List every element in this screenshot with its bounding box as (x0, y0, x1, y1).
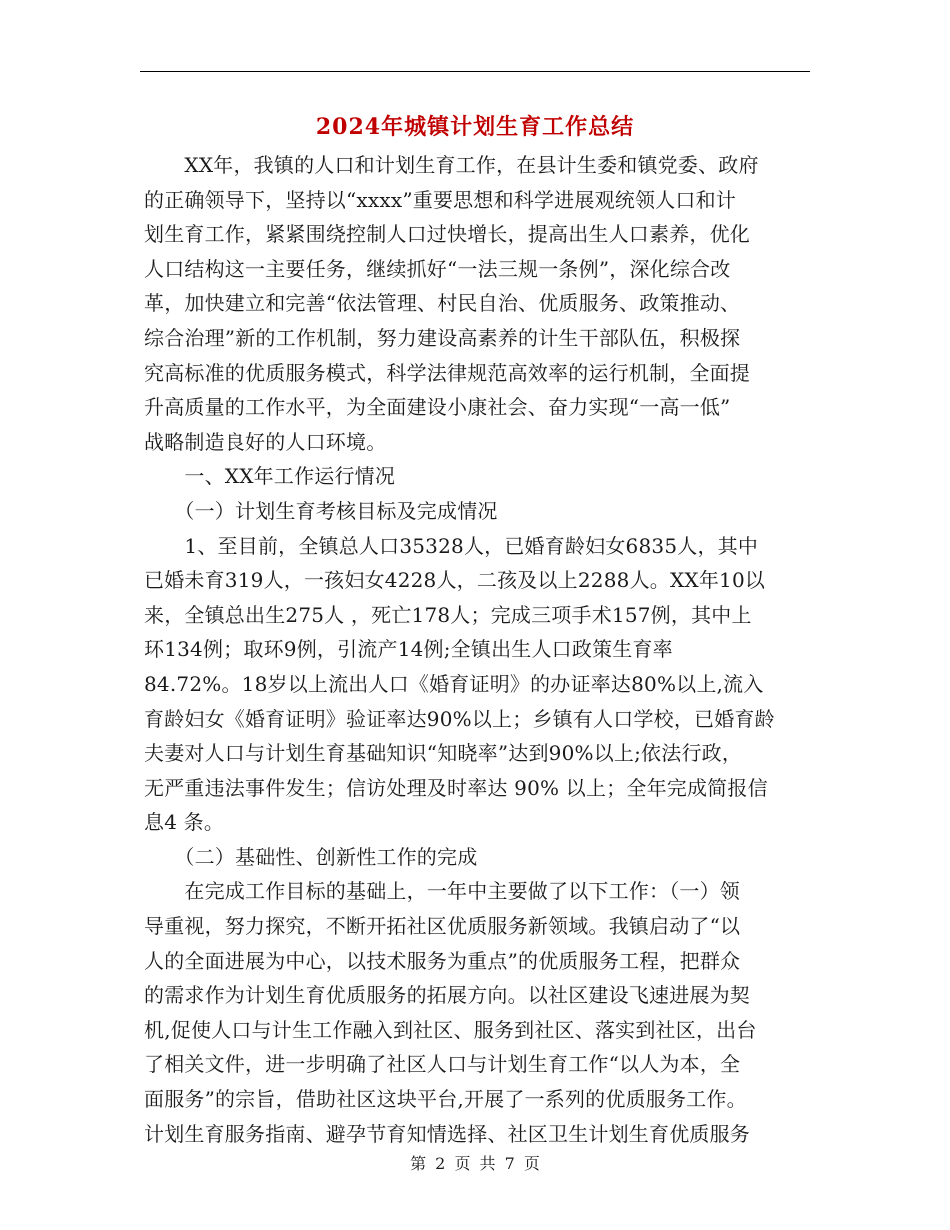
body-line: 环134例；取环9例，引流产14例;全镇出生人口政策生育率 (144, 637, 673, 662)
header-rule (140, 71, 810, 72)
body-line: 在完成工作目标的基础上，一年中主要做了以下工作：（一）领 (144, 879, 740, 904)
document-body (144, 148, 810, 1151)
body-line: 导重视，努力探究，不断开拓社区优质服务新领域。我镇启动了“以 (144, 914, 741, 939)
body-line: 究高标准的优质服务模式，科学法律规范高效率的运行机制，全面提 (144, 360, 750, 385)
body-line: 了相关文件，进一步明确了社区人口与计划生育工作“以人为本，全 (144, 1052, 741, 1077)
body-line: 人的全面进展为中心，以技术服务为重点”的优质服务工程，把群众 (144, 948, 741, 973)
body-line: 升高质量的工作水平，为全面建设小康社会、奋力实现“一高一低” (144, 395, 731, 420)
subsection-heading: （一）计划生育考核目标及完成情况 (144, 498, 498, 523)
body-line: 84.72%。18岁以上流出人口《婚育证明》的办证率达80%以上,流入 (144, 671, 764, 696)
body-line: 面服务”的宗旨，借助社区这块平台,开展了一系列的优质服务工作。 (144, 1087, 747, 1112)
body-line: 计划生育服务指南、避孕节育知情选择、社区卫生计划生育优质服务 (144, 1121, 750, 1146)
body-line: 1、至目前，全镇总人口35328人，已婚育龄妇女6835人，其中 (144, 533, 759, 558)
body-line: 无严重违法事件发生；信访处理及时率达 90% 以上；全年完成简报信 (144, 775, 768, 800)
body-line: 机,促使人口与计生工作融入到社区、服务到社区、落实到社区，出台 (144, 1017, 757, 1042)
body-line: XX年，我镇的人口和计划生育工作，在县计生委和镇党委、政府 (144, 153, 759, 177)
body-line: 人口结构这一主要任务，继续抓好“一法三规一条例”，深化综合改 (144, 256, 731, 281)
body-line: 综合治理”新的工作机制，努力建设高素养的计生干部队伍，积极探 (144, 325, 741, 350)
body-line: 来，全镇总出生275人 ，死亡178人；完成三项手术157例，其中上 (144, 602, 752, 627)
body-line: 的正确领导下，坚持以“xxxx”重要思想和科学进展观统领人口和计 (144, 187, 736, 212)
body-line: 夫妻对人口与计划生育基础知识“知晓率”达到90%以上;依法行政， (144, 741, 743, 766)
body-line: 的需求作为计划生育优质服务的拓展方向。以社区建设飞速进展为契 (144, 983, 750, 1008)
body-line: 划生育工作，紧紧围绕控制人口过快增长，提高出生人口素养，优化 (144, 222, 750, 247)
section-heading: 一、XX年工作运行情况 (144, 464, 396, 489)
body-line: 已婚未育319人，一孩妇女4228人，二孩及以上2288人。XX年10以 (144, 568, 766, 593)
body-line: 息4 条。 (144, 810, 225, 835)
document-title: 2024年城镇计划生育工作总结 (315, 114, 635, 140)
body-line: 革，加快建立和完善“依法管理、村民自治、优质服务、政策推动、 (144, 291, 741, 316)
body-line: 战略制造良好的人口环境。 (144, 429, 387, 454)
body-line: 育龄妇女《婚育证明》验证率达90%以上；乡镇有人口学校，已婚育龄 (144, 706, 775, 731)
subsection-heading: （二）基础性、创新性工作的完成 (144, 844, 478, 869)
page-footer: 第 2 页 共 7 页 (410, 1154, 540, 1173)
